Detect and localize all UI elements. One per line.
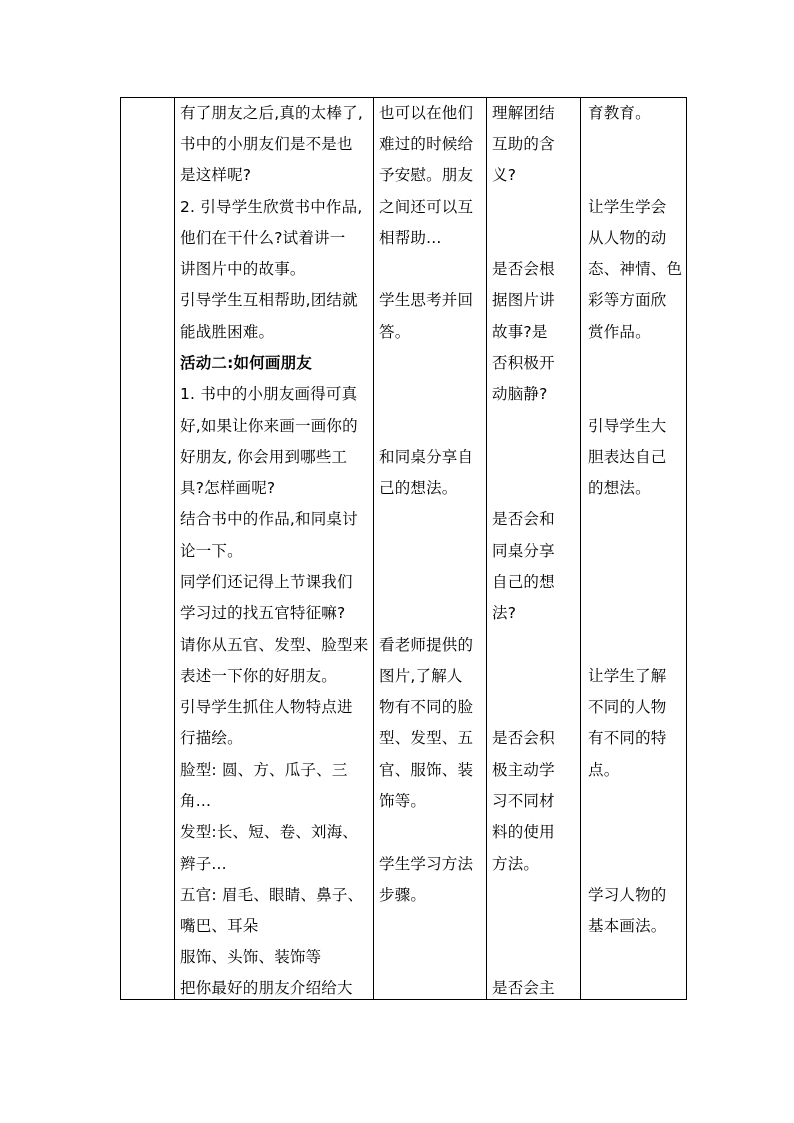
text-line: 之间还可以互 bbox=[379, 198, 474, 216]
text-line: 学习人物的 bbox=[588, 886, 667, 904]
text-line: 同桌分享 bbox=[492, 542, 555, 560]
text-line: 辫子... bbox=[180, 855, 227, 873]
text-line: 是否会和 bbox=[492, 510, 555, 528]
text-line: 论一下。 bbox=[180, 542, 243, 560]
text-line: 把你最好的朋友介绍给大 bbox=[180, 979, 353, 997]
text-line: 动脑静? bbox=[492, 385, 548, 403]
text-line: 书中的小朋友们是不是也 bbox=[180, 135, 353, 153]
text-line: 据图片讲 bbox=[492, 291, 555, 309]
text-line: 是否会根 bbox=[492, 260, 555, 278]
text-line: 服饰、头饰、装饰等 bbox=[180, 948, 322, 966]
text-line: 学生思考并回 bbox=[379, 291, 474, 309]
text-line: 故事?是 bbox=[492, 323, 548, 341]
text-line: 从人物的动 bbox=[588, 229, 667, 247]
text-line: 极主动学 bbox=[492, 761, 555, 779]
text-line: 步骤。 bbox=[379, 886, 427, 904]
text-line: 让学生了解 bbox=[588, 667, 667, 685]
text-line: 方法。 bbox=[492, 855, 540, 873]
text-line: 行描绘。 bbox=[180, 729, 243, 747]
text-line: 图片,了解人 bbox=[379, 667, 463, 685]
text-line: 五官: 眉毛、眼睛、鼻子、 bbox=[180, 886, 364, 904]
text-line: 能战胜困难。 bbox=[180, 323, 275, 341]
text-line: 官、服饰、装 bbox=[379, 761, 474, 779]
text-line: 相帮助... bbox=[379, 229, 442, 247]
text-line: 点。 bbox=[588, 761, 620, 779]
text-line: 理解团结 bbox=[492, 104, 555, 122]
column-divider bbox=[174, 98, 175, 999]
text-line: 有不同的特 bbox=[588, 729, 667, 747]
text-line: 予安慰。朋友 bbox=[379, 166, 474, 184]
text-line: 引导学生抓住人物特点进 bbox=[180, 698, 353, 716]
text-line: 他们在干什么?试着讲一 bbox=[180, 229, 346, 247]
text-line: 物有不同的脸 bbox=[379, 698, 474, 716]
design-intent-column bbox=[588, 98, 686, 999]
text-line: 和同桌分享自 bbox=[379, 448, 474, 466]
text-line: 请你从五官、发型、脸型来 bbox=[180, 636, 369, 654]
text-line: 否积极开 bbox=[492, 354, 555, 372]
text-line: 饰等。 bbox=[379, 792, 427, 810]
text-line: 看老师提供的 bbox=[379, 636, 474, 654]
text-line: 表述一下你的好朋友。 bbox=[180, 667, 338, 685]
teacher-activity-column bbox=[180, 98, 370, 999]
text-line: 法? bbox=[492, 604, 517, 622]
text-line: 习不同材 bbox=[492, 792, 555, 810]
text-line: 自己的想 bbox=[492, 573, 555, 591]
text-line: 2. 引导学生欣赏书中作品, bbox=[180, 198, 363, 216]
lesson-plan-table bbox=[120, 97, 687, 1000]
text-line: 料的使用 bbox=[492, 823, 555, 841]
text-line: 答。 bbox=[379, 323, 411, 341]
column-divider bbox=[373, 98, 374, 999]
column-divider bbox=[580, 98, 581, 999]
text-line: 是这样呢? bbox=[180, 166, 252, 184]
text-line: 学习过的找五官特征嘛? bbox=[180, 604, 346, 622]
text-line: 发型:长、短、卷、刘海、 bbox=[180, 823, 359, 841]
text-line: 引导学生大 bbox=[588, 417, 667, 435]
text-line: 脸型: 圆、方、瓜子、三 bbox=[180, 761, 348, 779]
text-line: 的想法。 bbox=[588, 479, 651, 497]
text-line: 角... bbox=[180, 792, 212, 810]
text-line: 嘴巴、耳朵 bbox=[180, 917, 259, 935]
text-line: 让学生学会 bbox=[588, 198, 667, 216]
text-line: 有了朋友之后,真的太棒了, bbox=[180, 104, 363, 122]
text-line: 学生学习方法 bbox=[379, 855, 474, 873]
text-line: 是否会主 bbox=[492, 979, 555, 997]
text-line: 胆表达自己 bbox=[588, 448, 667, 466]
text-line: 赏作品。 bbox=[588, 323, 651, 341]
text-line: 己的想法。 bbox=[379, 479, 458, 497]
column-divider bbox=[486, 98, 487, 999]
text-line: 好朋友, 你会用到哪些工 bbox=[180, 448, 348, 466]
text-line: 具?怎样画呢? bbox=[180, 479, 276, 497]
text-line: 也可以在他们 bbox=[379, 104, 474, 122]
activity-heading: 活动二:如何画朋友 bbox=[180, 354, 312, 372]
text-line: 是否会积 bbox=[492, 729, 555, 747]
text-line: 1. 书中的小朋友画得可真 bbox=[180, 385, 358, 403]
text-line: 好,如果让你来画一画你的 bbox=[180, 417, 358, 435]
text-line: 不同的人物 bbox=[588, 698, 667, 716]
text-line: 育教育。 bbox=[588, 104, 651, 122]
student-activity-column bbox=[379, 98, 483, 999]
text-line: 引导学生互相帮助,团结就 bbox=[180, 291, 358, 309]
text-line: 难过的时候给 bbox=[379, 135, 474, 153]
text-line: 互助的含 bbox=[492, 135, 555, 153]
text-line: 义? bbox=[492, 166, 517, 184]
text-line: 讲图片中的故事。 bbox=[180, 260, 306, 278]
evaluation-column bbox=[492, 98, 578, 999]
text-line: 型、发型、五 bbox=[379, 729, 474, 747]
text-line: 同学们还记得上节课我们 bbox=[180, 573, 353, 591]
text-line: 彩等方面欣 bbox=[588, 291, 667, 309]
text-line: 态、神情、色 bbox=[588, 260, 683, 278]
text-line: 基本画法。 bbox=[588, 917, 667, 935]
text-line: 结合书中的作品,和同桌讨 bbox=[180, 510, 358, 528]
